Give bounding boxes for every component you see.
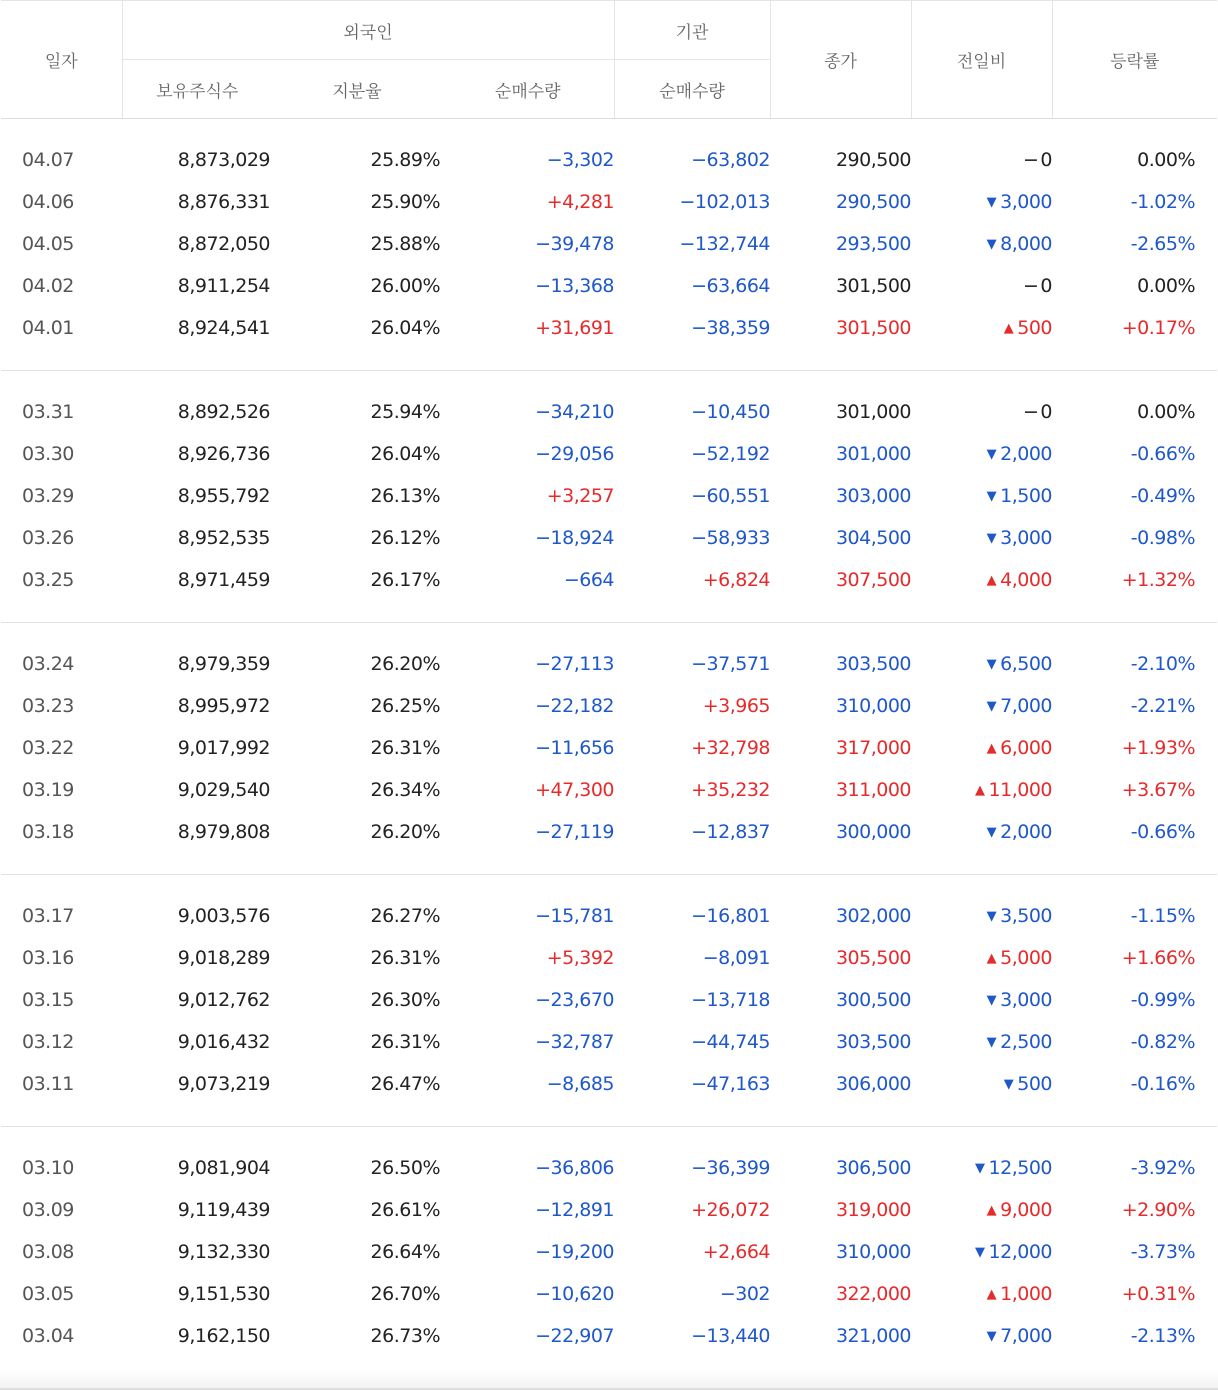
group-spacer (1, 875, 1217, 895)
table-row (1, 223, 1217, 265)
down-triangle-icon: ▼ (975, 1161, 985, 1176)
ratio-cell: 26.13% (370, 485, 440, 507)
change-value: 3,000 (1000, 527, 1053, 549)
table-row (1, 685, 1217, 727)
group-spacer (1, 1127, 1217, 1147)
header-rate: 등락률 (1052, 1, 1217, 119)
date-cell: 03.19 (22, 779, 74, 801)
institution-net-cell: −36,399 (691, 1157, 771, 1179)
header-institution-group: 기관 (614, 1, 770, 60)
change-value: 0 (1040, 149, 1053, 171)
holdings-cell: 8,924,541 (177, 317, 270, 339)
change-cell (911, 1147, 1052, 1189)
ratio-cell: 26.27% (370, 905, 440, 927)
table-row (1, 1231, 1217, 1273)
rate-cell: -2.65% (1130, 233, 1196, 255)
foreign-net-cell: −18,924 (535, 527, 615, 549)
change-cell (911, 685, 1052, 727)
ratio-cell: 26.17% (370, 569, 440, 591)
close-cell: 321,000 (835, 1325, 912, 1347)
foreign-net-cell: −22,907 (535, 1325, 615, 1347)
up-triangle-icon: ▲ (1003, 321, 1014, 336)
ratio-cell: 26.30% (370, 989, 440, 1011)
change-value: 4,000 (1000, 569, 1053, 591)
rate-cell: -0.16% (1130, 1073, 1196, 1095)
change-value: 7,000 (1000, 695, 1053, 717)
group-spacer (1, 371, 1217, 391)
date-cell: 03.26 (22, 527, 74, 549)
change-cell (911, 727, 1052, 769)
holdings-cell: 8,979,359 (177, 653, 270, 675)
change-cell (911, 391, 1052, 433)
date-cell: 03.22 (22, 737, 74, 759)
institution-net-cell: −44,745 (691, 1031, 771, 1053)
dash-icon: − (1023, 275, 1039, 297)
date-cell: 03.16 (22, 947, 74, 969)
foreign-net-cell: −32,787 (535, 1031, 615, 1053)
foreign-net-cell: −39,478 (535, 233, 615, 255)
change-cell (911, 181, 1052, 223)
change-value: 6,000 (1000, 737, 1053, 759)
rate-cell: -1.02% (1130, 191, 1196, 213)
up-triangle-icon: ▲ (986, 573, 997, 588)
rate-cell: 0.00% (1137, 275, 1196, 297)
change-value: 5,000 (1000, 947, 1053, 969)
foreign-net-cell: +3,257 (546, 485, 615, 507)
change-value: 1,000 (1000, 1283, 1053, 1305)
date-cell: 03.18 (22, 821, 74, 843)
institution-net-cell: −8,091 (702, 947, 771, 969)
rate-cell: -2.21% (1130, 695, 1196, 717)
header-ratio: 지분율 (272, 60, 442, 119)
holdings-cell: 9,017,992 (177, 737, 270, 759)
date-cell: 04.01 (22, 317, 74, 339)
institution-net-cell: −132,744 (679, 233, 771, 255)
table-bottom-border (0, 1370, 1218, 1390)
ratio-cell: 26.12% (370, 527, 440, 549)
foreign-net-cell: −34,210 (535, 401, 615, 423)
holdings-cell: 9,132,330 (177, 1241, 270, 1263)
institution-net-cell: +6,824 (702, 569, 771, 591)
down-triangle-icon: ▼ (986, 657, 997, 672)
holdings-cell: 8,971,459 (177, 569, 270, 591)
dash-icon: − (1023, 149, 1039, 171)
change-value: 12,500 (988, 1157, 1053, 1179)
change-cell (911, 307, 1052, 349)
date-cell: 04.02 (22, 275, 74, 297)
down-triangle-icon: ▼ (986, 1035, 997, 1050)
rate-cell: +1.66% (1121, 947, 1196, 969)
change-value: 0 (1040, 401, 1053, 423)
group-spacer (1, 623, 1217, 643)
rate-cell: +2.90% (1121, 1199, 1196, 1221)
date-cell: 03.23 (22, 695, 74, 717)
close-cell: 310,000 (835, 1241, 912, 1263)
close-cell: 303,000 (835, 485, 912, 507)
change-value: 500 (1017, 1073, 1053, 1095)
table-body (1, 119, 1217, 1379)
rate-cell: -0.99% (1130, 989, 1196, 1011)
ratio-cell: 26.70% (370, 1283, 440, 1305)
foreign-net-cell: −664 (563, 569, 615, 591)
header-institution-net: 순매수량 (614, 60, 770, 119)
close-cell: 302,000 (835, 905, 912, 927)
header-foreign-group: 외국인 (122, 1, 614, 60)
foreign-net-cell: −27,113 (535, 653, 615, 675)
foreign-net-cell: +5,392 (546, 947, 615, 969)
date-cell: 03.17 (22, 905, 74, 927)
table-row (1, 181, 1217, 223)
institution-net-cell: −16,801 (691, 905, 771, 927)
group-spacer (1, 119, 1217, 140)
down-triangle-icon: ▼ (986, 489, 997, 504)
foreign-net-cell: −12,891 (535, 1199, 615, 1221)
dash-icon: − (1023, 401, 1039, 423)
group-spacer (1, 349, 1217, 370)
foreign-net-cell: −8,685 (546, 1073, 615, 1095)
table-row (1, 475, 1217, 517)
ratio-cell: 26.31% (370, 947, 440, 969)
foreign-net-cell: −13,368 (535, 275, 615, 297)
institution-net-cell: −13,440 (691, 1325, 771, 1347)
ratio-cell: 26.31% (370, 1031, 440, 1053)
header-close: 종가 (770, 1, 911, 119)
down-triangle-icon: ▼ (986, 699, 997, 714)
change-cell (911, 265, 1052, 307)
foreign-net-cell: −10,620 (535, 1283, 615, 1305)
change-cell (911, 1231, 1052, 1273)
change-value: 2,000 (1000, 821, 1053, 843)
close-cell: 311,000 (835, 779, 912, 801)
holdings-cell: 9,003,576 (177, 905, 270, 927)
foreign-net-cell: +4,281 (546, 191, 615, 213)
institution-net-cell: −63,664 (691, 275, 771, 297)
date-cell: 04.06 (22, 191, 74, 213)
date-cell: 03.30 (22, 443, 74, 465)
institution-net-cell: −58,933 (691, 527, 771, 549)
holdings-cell: 9,151,530 (177, 1283, 270, 1305)
header-change: 전일비 (911, 1, 1052, 119)
institution-net-cell: −38,359 (691, 317, 771, 339)
close-cell: 303,500 (835, 653, 912, 675)
foreign-net-cell: −23,670 (535, 989, 615, 1011)
ratio-cell: 25.94% (370, 401, 440, 423)
close-cell: 303,500 (835, 1031, 912, 1053)
group-spacer (1, 1105, 1217, 1126)
change-cell (911, 1273, 1052, 1315)
foreign-net-cell: −22,182 (535, 695, 615, 717)
group-spacer (1, 853, 1217, 874)
holdings-cell: 8,873,029 (177, 149, 270, 171)
date-cell: 03.10 (22, 1157, 74, 1179)
holdings-cell: 9,018,289 (177, 947, 270, 969)
rate-cell: +0.17% (1121, 317, 1196, 339)
table-row (1, 811, 1217, 853)
date-cell: 03.15 (22, 989, 74, 1011)
change-cell (911, 517, 1052, 559)
foreign-net-cell: +31,691 (535, 317, 615, 339)
ratio-cell: 26.47% (370, 1073, 440, 1095)
institution-net-cell: −12,837 (691, 821, 771, 843)
change-cell (911, 937, 1052, 979)
down-triangle-icon: ▼ (986, 993, 997, 1008)
rate-cell: +1.93% (1121, 737, 1196, 759)
change-value: 11,000 (988, 779, 1053, 801)
change-value: 500 (1017, 317, 1053, 339)
group-spacer (1, 601, 1217, 622)
rate-cell: +3.67% (1121, 779, 1196, 801)
change-cell (911, 643, 1052, 685)
ratio-cell: 26.31% (370, 737, 440, 759)
ratio-cell: 26.25% (370, 695, 440, 717)
holdings-cell: 8,911,254 (177, 275, 270, 297)
change-value: 8,000 (1000, 233, 1053, 255)
foreign-net-cell: −15,781 (535, 905, 615, 927)
change-cell (911, 1315, 1052, 1357)
down-triangle-icon: ▼ (1003, 1077, 1014, 1092)
holdings-cell: 8,952,535 (177, 527, 270, 549)
change-cell (911, 1189, 1052, 1231)
change-cell (911, 223, 1052, 265)
rate-cell: +0.31% (1121, 1283, 1196, 1305)
holdings-cell: 9,162,150 (177, 1325, 270, 1347)
rate-cell: -0.82% (1130, 1031, 1196, 1053)
institution-net-cell: +26,072 (691, 1199, 771, 1221)
rate-cell: +1.32% (1121, 569, 1196, 591)
change-value: 6,500 (1000, 653, 1053, 675)
date-cell: 04.05 (22, 233, 74, 255)
ratio-cell: 26.50% (370, 1157, 440, 1179)
up-triangle-icon: ▲ (986, 741, 997, 756)
table-row (1, 727, 1217, 769)
holdings-cell: 8,926,736 (177, 443, 270, 465)
change-cell (911, 1021, 1052, 1063)
rate-cell: -0.66% (1130, 821, 1196, 843)
table-row (1, 895, 1217, 937)
change-value: 2,500 (1000, 1031, 1053, 1053)
table-row (1, 1189, 1217, 1231)
rate-cell: -2.13% (1130, 1325, 1196, 1347)
institution-net-cell: −47,163 (691, 1073, 771, 1095)
foreign-net-cell: +47,300 (535, 779, 615, 801)
date-cell: 04.07 (22, 149, 74, 171)
close-cell: 300,500 (835, 989, 912, 1011)
ratio-cell: 26.00% (370, 275, 440, 297)
table-row (1, 1273, 1217, 1315)
header-date: 일자 (1, 1, 122, 119)
institution-net-cell: −37,571 (691, 653, 771, 675)
change-cell (911, 979, 1052, 1021)
down-triangle-icon: ▼ (986, 1329, 997, 1344)
institution-net-cell: −52,192 (691, 443, 771, 465)
holdings-cell: 9,029,540 (177, 779, 270, 801)
close-cell: 293,500 (835, 233, 912, 255)
close-cell: 301,500 (835, 317, 912, 339)
change-value: 3,000 (1000, 191, 1053, 213)
close-cell: 306,000 (835, 1073, 912, 1095)
table-row (1, 1021, 1217, 1063)
institution-net-cell: +2,664 (702, 1241, 771, 1263)
rate-cell: -1.15% (1130, 905, 1196, 927)
change-value: 1,500 (1000, 485, 1053, 507)
down-triangle-icon: ▼ (975, 1245, 985, 1260)
change-value: 3,500 (1000, 905, 1053, 927)
table-row (1, 769, 1217, 811)
holdings-cell: 9,081,904 (177, 1157, 270, 1179)
table-row (1, 979, 1217, 1021)
table-row (1, 391, 1217, 433)
up-triangle-icon: ▲ (986, 1203, 997, 1218)
rate-cell: 0.00% (1137, 149, 1196, 171)
change-cell (911, 769, 1052, 811)
down-triangle-icon: ▼ (986, 195, 997, 210)
rate-cell: -0.66% (1130, 443, 1196, 465)
change-cell (911, 895, 1052, 937)
rate-cell: -2.10% (1130, 653, 1196, 675)
date-cell: 03.08 (22, 1241, 74, 1263)
ratio-cell: 26.04% (370, 317, 440, 339)
change-value: 7,000 (1000, 1325, 1053, 1347)
table-row (1, 265, 1217, 307)
table-row (1, 1315, 1217, 1357)
change-value: 2,000 (1000, 443, 1053, 465)
down-triangle-icon: ▼ (986, 531, 997, 546)
foreign-net-cell: −11,656 (535, 737, 615, 759)
date-cell: 03.11 (22, 1073, 74, 1095)
foreign-net-cell: −29,056 (535, 443, 615, 465)
change-cell (911, 433, 1052, 475)
ratio-cell: 26.20% (370, 821, 440, 843)
down-triangle-icon: ▼ (986, 447, 997, 462)
ratio-cell: 26.64% (370, 1241, 440, 1263)
table-row (1, 643, 1217, 685)
close-cell: 300,000 (835, 821, 912, 843)
date-cell: 03.31 (22, 401, 74, 423)
rate-cell: -0.49% (1130, 485, 1196, 507)
ratio-cell: 26.61% (370, 1199, 440, 1221)
close-cell: 307,500 (835, 569, 912, 591)
rate-cell: -3.92% (1130, 1157, 1196, 1179)
foreign-net-cell: −19,200 (535, 1241, 615, 1263)
close-cell: 301,500 (835, 275, 912, 297)
table-row (1, 559, 1217, 601)
down-triangle-icon: ▼ (986, 825, 997, 840)
date-cell: 03.05 (22, 1283, 74, 1305)
investor-trading-table (1, 0, 1217, 1378)
holdings-cell: 8,995,972 (177, 695, 270, 717)
foreign-net-cell: −3,302 (546, 149, 615, 171)
close-cell: 317,000 (835, 737, 912, 759)
institution-net-cell: +32,798 (691, 737, 771, 759)
change-cell (911, 139, 1052, 181)
rate-cell: 0.00% (1137, 401, 1196, 423)
holdings-cell: 8,872,050 (177, 233, 270, 255)
close-cell: 290,500 (835, 191, 912, 213)
table-row (1, 139, 1217, 181)
ratio-cell: 25.90% (370, 191, 440, 213)
holdings-cell: 8,876,331 (177, 191, 270, 213)
change-value: 0 (1040, 275, 1053, 297)
ratio-cell: 26.73% (370, 1325, 440, 1347)
date-cell: 03.09 (22, 1199, 74, 1221)
holdings-cell: 8,979,808 (177, 821, 270, 843)
change-cell (911, 559, 1052, 601)
institution-net-cell: −102,013 (679, 191, 771, 213)
table-row (1, 307, 1217, 349)
table-row (1, 517, 1217, 559)
change-value: 9,000 (1000, 1199, 1053, 1221)
holdings-cell: 9,016,432 (177, 1031, 270, 1053)
holdings-cell: 8,955,792 (177, 485, 270, 507)
table-row (1, 937, 1217, 979)
institution-net-cell: −13,718 (691, 989, 771, 1011)
close-cell: 306,500 (835, 1157, 912, 1179)
change-cell (911, 811, 1052, 853)
down-triangle-icon: ▼ (986, 909, 997, 924)
date-cell: 03.25 (22, 569, 74, 591)
up-triangle-icon: ▲ (986, 1287, 997, 1302)
header-foreign-net: 순매수량 (442, 60, 614, 119)
institution-net-cell: +35,232 (691, 779, 771, 801)
up-triangle-icon: ▲ (986, 951, 997, 966)
holdings-cell: 9,073,219 (177, 1073, 270, 1095)
down-triangle-icon: ▼ (986, 237, 997, 252)
ratio-cell: 26.04% (370, 443, 440, 465)
ratio-cell: 26.34% (370, 779, 440, 801)
institution-net-cell: −302 (719, 1283, 771, 1305)
close-cell: 301,000 (835, 401, 912, 423)
change-value: 3,000 (1000, 989, 1053, 1011)
header-holdings: 보유주식수 (122, 60, 272, 119)
date-cell: 03.12 (22, 1031, 74, 1053)
institution-net-cell: +3,965 (702, 695, 771, 717)
holdings-cell: 9,012,762 (177, 989, 270, 1011)
table-row (1, 1063, 1217, 1105)
table-row (1, 433, 1217, 475)
ratio-cell: 26.20% (370, 653, 440, 675)
up-triangle-icon: ▲ (975, 783, 985, 798)
holdings-cell: 8,892,526 (177, 401, 270, 423)
date-cell: 03.24 (22, 653, 74, 675)
foreign-net-cell: −27,119 (535, 821, 615, 843)
ratio-cell: 25.88% (370, 233, 440, 255)
change-cell (911, 1063, 1052, 1105)
foreign-net-cell: −36,806 (535, 1157, 615, 1179)
institution-net-cell: −10,450 (691, 401, 771, 423)
rate-cell: -3.73% (1130, 1241, 1196, 1263)
close-cell: 319,000 (835, 1199, 912, 1221)
date-cell: 03.04 (22, 1325, 74, 1347)
ratio-cell: 25.89% (370, 149, 440, 171)
close-cell: 305,500 (835, 947, 912, 969)
close-cell: 290,500 (835, 149, 912, 171)
table-row (1, 1147, 1217, 1189)
change-cell (911, 475, 1052, 517)
institution-net-cell: −63,802 (691, 149, 771, 171)
close-cell: 322,000 (835, 1283, 912, 1305)
institution-net-cell: −60,551 (691, 485, 771, 507)
close-cell: 301,000 (835, 443, 912, 465)
date-cell: 03.29 (22, 485, 74, 507)
holdings-cell: 9,119,439 (177, 1199, 270, 1221)
rate-cell: -0.98% (1130, 527, 1196, 549)
close-cell: 310,000 (835, 695, 912, 717)
change-value: 12,000 (988, 1241, 1053, 1263)
close-cell: 304,500 (835, 527, 912, 549)
